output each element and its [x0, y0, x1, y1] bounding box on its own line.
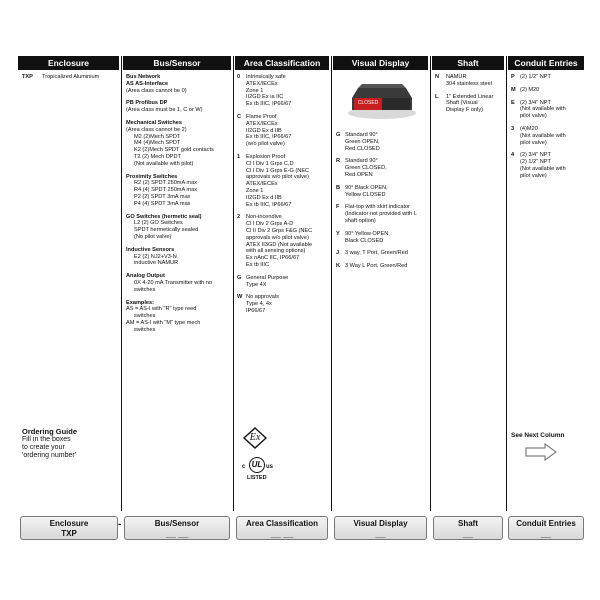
option-line: Shaft (Visual [446, 100, 478, 107]
option-line: 3 way, T Port, Green/Red [345, 250, 408, 257]
option-line: 1" Extended Linear [446, 93, 494, 100]
visual-option [336, 263, 430, 270]
area-option [237, 114, 331, 148]
option-code: F [336, 204, 340, 211]
bus-line: SPDT hermetically sealed [134, 227, 199, 234]
option-code: E [511, 99, 515, 106]
option-line: Zone 1 [246, 187, 264, 194]
area-option [237, 275, 331, 289]
option-line: Flat-top with skirt indicator [345, 204, 410, 211]
bus-line: (Not available with pilot) [134, 160, 194, 167]
option-code: P [511, 74, 515, 80]
option-line: Ex tb IIIC, IP66/67 [246, 101, 292, 108]
see-next-column-label: See Next Column [511, 432, 565, 439]
bus-group-title: Proximity Switches [126, 173, 178, 180]
option-line: No approvals [246, 294, 279, 301]
option-line: (Not available with [520, 106, 566, 113]
option-line: General Purpose [246, 274, 289, 281]
header-conduit-entries: Conduit Entries [508, 56, 584, 70]
option-line: Ex tb IIIC, IP66/67 [246, 134, 292, 141]
bus-line: (Area class must be 1, C or W) [126, 107, 203, 114]
visual-option [336, 204, 430, 224]
bus-line: (Area class cannot be 0) [126, 87, 187, 94]
option-line: Green OPEN, [345, 138, 380, 145]
option-line: (2) 1/2" NPT [520, 74, 551, 80]
bus-group-title: Analog Output [126, 273, 165, 280]
bus-line: L2 (2) GO Switches [134, 220, 183, 227]
option-line: Zone 1 [246, 87, 264, 94]
option-line: Intrinsically safe [246, 74, 286, 80]
shaft-box-label: Shaft [458, 519, 478, 528]
column-divider [430, 56, 431, 511]
bus-line: PB Profibus DP [126, 100, 168, 107]
option-line: Standard 90° [345, 132, 378, 138]
bus-line: P2 (2) SPDT 3mA max [134, 193, 191, 200]
bus-line: R4 (4) SPDT 250mA max [134, 187, 198, 194]
visual-display-box[interactable] [334, 516, 427, 540]
bus-group-title: GO Switches (hermetic seal) [126, 213, 202, 220]
option-line: (Indicator not provided with L [345, 211, 417, 218]
option-line: 3 Way L Port, Green/Red [345, 263, 408, 270]
option-code: Y [336, 230, 340, 237]
bus-line: M4 (4)Mech SPDT [134, 140, 181, 147]
option-line: II2GD Ex d IIB [246, 194, 282, 201]
visual-option [336, 158, 430, 178]
option-line: with all sensing options) [246, 248, 306, 255]
text-label: c [242, 464, 246, 470]
option-line: ATEX/IECEx [246, 120, 278, 127]
bus-line: inductive NAMUR [134, 260, 179, 267]
option-line: approvals w/o pilot valve) [246, 174, 309, 181]
option-line: Flame Proof [246, 113, 277, 120]
enclosure-code: TXP [22, 74, 33, 80]
bus-group-title: Mechanical Switches [126, 119, 182, 126]
bus-line: (No pilot valve) [134, 233, 172, 240]
option-line: Non-incendive [246, 214, 282, 221]
option-line: Display F only) [446, 107, 483, 114]
conduit-option [511, 152, 586, 179]
area-classification-box-label: Area Classification [245, 519, 319, 528]
enclosure-text: Tropicalized Aluminium [42, 74, 100, 80]
ul-listed-icon [242, 456, 274, 484]
enclosure-column [22, 74, 120, 81]
option-line: Red OPEN [345, 171, 373, 178]
option-line: (2) M20 [520, 86, 540, 93]
area-option [237, 294, 331, 314]
shaft-option [435, 74, 505, 88]
enclosure-box-value: TXP [61, 529, 77, 538]
option-code: J [336, 250, 340, 257]
option-line: Type 4X [246, 281, 267, 288]
ordering-guide-line: Fill in the boxes [22, 436, 71, 443]
bus-group-title: Examples: [126, 299, 154, 306]
ordering-guide-line: to create your [22, 444, 65, 451]
header-area-classification: Area Classification [235, 56, 329, 70]
visual-option [336, 231, 430, 245]
bus-group [126, 273, 230, 293]
atex-ex-label: Ex [249, 432, 261, 443]
option-line: Red CLOSED [345, 145, 380, 152]
option-code: W [237, 294, 243, 301]
ordering-guide-line: 'ordering number' [22, 452, 77, 459]
enclosure-box[interactable] [20, 516, 118, 540]
option-line: 90° Black OPEN, [345, 184, 388, 191]
option-code: B [336, 184, 341, 191]
option-line: shaft option) [345, 217, 376, 224]
bus-line: switches [134, 313, 156, 320]
option-line: Yellow CLOSED [345, 191, 386, 198]
bus-group [126, 74, 230, 94]
area-option [237, 154, 331, 208]
option-line: pilot valve) [520, 139, 547, 146]
column-divider [506, 56, 507, 511]
bus-group-title: Bus Network [126, 74, 161, 80]
option-line: (2) 3/4" NPT [520, 99, 551, 106]
bus-line: AM = AS-I with "M" type mech [126, 319, 201, 326]
header-bus-sensor: Bus/Sensor [123, 56, 231, 70]
bus-group [126, 120, 230, 168]
option-line: NAMUR [446, 74, 467, 80]
option-line: IP66/67 [246, 307, 266, 314]
bus-line: AS AS-Interface [126, 80, 169, 87]
option-line: Black CLOSED [345, 237, 384, 244]
option-line: pilot valve) [520, 113, 547, 120]
option-line: ATEX/IECEx [246, 80, 278, 87]
column-divider [121, 56, 122, 511]
atex-ex-icon [243, 427, 267, 449]
option-code: G [237, 274, 242, 281]
option-line: ATEX II3GD (Not available [246, 241, 313, 248]
area-option [237, 214, 331, 268]
option-line: Ex tb IIIC [246, 261, 270, 268]
option-code: L [435, 93, 439, 100]
visual-display-column [336, 132, 430, 276]
option-line: 90° Yellow OPEN, [345, 230, 390, 237]
text-label: UL [249, 457, 265, 473]
visual-option [336, 132, 430, 152]
visual-display-product-image [346, 80, 418, 120]
bus-sensor-box-blank: __ __ [165, 529, 189, 539]
header-visual-display: Visual Display [333, 56, 428, 70]
conduit-option [511, 100, 586, 120]
bus-line: T2 (2) Mech DPDT [134, 153, 181, 160]
conduit-entries-box-label: Conduit Entries [516, 519, 576, 528]
option-line: II2GD Ex d IIB [246, 127, 282, 134]
bus-line: R2 (2) SPDT 250mA max [134, 180, 198, 187]
option-line: ATEX/IECEx [246, 181, 278, 188]
shaft-box-blank: __ [462, 529, 473, 539]
enclosure-box-label: Enclosure [49, 519, 89, 528]
area-classification-column [237, 74, 331, 321]
option-line: 304 stainless steel [446, 80, 493, 87]
shaft-option [435, 94, 505, 114]
option-code: R [336, 158, 341, 165]
bus-line: P4 (4) SPDT 3mA max [134, 200, 191, 207]
option-code: 0 [237, 74, 241, 80]
column-divider [233, 56, 234, 511]
option-code: K [336, 263, 341, 270]
visual-option [336, 185, 430, 199]
bus-line: switches [134, 326, 156, 333]
bus-line: switches [134, 286, 156, 293]
bus-line: K2 (2)Mech SPDT gold contacts [134, 147, 214, 154]
conduit-entries-column [511, 74, 586, 186]
bus-sensor-column [126, 74, 230, 340]
shaft-column [435, 74, 505, 120]
enclosure-option [22, 74, 120, 81]
option-code: C [237, 113, 242, 120]
ordering-guide-title: Ordering Guide [22, 427, 78, 436]
shaft-box[interactable] [433, 516, 503, 540]
bus-line: E2 (2) NJ2+V3-N [134, 253, 177, 260]
visual-option [336, 250, 430, 257]
option-line: pilot valve) [520, 172, 547, 179]
visual-display-box-blank: __ [375, 529, 386, 539]
option-code: 2 [237, 214, 241, 221]
option-line: Cl I Div 1 Grps E-G (NEC [246, 167, 310, 174]
option-line: (4)M20 [520, 125, 538, 132]
option-line: Green CLOSED, [345, 165, 387, 172]
column-divider [331, 56, 332, 511]
option-code: G [336, 132, 341, 138]
option-line: (2) 3/4" NPT [520, 152, 551, 159]
option-line: II2GD Ex ia IIC [246, 94, 284, 101]
option-line: Cl I Div 2 Grps A-D [246, 221, 294, 228]
bus-line: 0X 4-20 mA Transmitter with no [134, 279, 213, 286]
option-line: (2) 1/2" NPT [520, 159, 551, 166]
bus-sensor-box-label: Bus/Sensor [154, 519, 200, 528]
header-enclosure: Enclosure [18, 56, 119, 70]
conduit-option [511, 87, 586, 94]
option-line: Explosion Proof [246, 153, 286, 160]
option-line: (Not available with [520, 165, 566, 172]
option-line: Ex tb IIIC, IP66/67 [246, 201, 292, 208]
option-code: 3 [511, 125, 515, 132]
option-line: Type 4, 4x [246, 301, 272, 308]
option-line: Cl I Div 1 Grps C,D [246, 160, 294, 167]
bus-group [126, 214, 230, 241]
option-line: (w/o pilot valve) [246, 141, 285, 148]
area-classification-box[interactable] [236, 516, 328, 540]
conduit-option [511, 126, 586, 146]
bus-line: (Area class cannot be 2) [126, 126, 187, 133]
header-shaft: Shaft [432, 56, 504, 70]
text-label: LISTED [247, 475, 267, 481]
bus-group [126, 300, 230, 334]
option-line: (Not available with [520, 132, 566, 139]
bus-group-title: Inductive Sensors [126, 246, 175, 253]
bus-line: M2 (2)Mech SPDT [134, 133, 181, 140]
visual-display-box-label: Visual Display [353, 519, 408, 528]
option-code: M [511, 86, 516, 93]
option-line: approvals w/o pilot valve) [246, 234, 309, 241]
bus-group [126, 247, 230, 267]
text-label: us [266, 464, 274, 470]
option-code: N [435, 74, 440, 80]
bus-group [126, 100, 230, 114]
bus-group [126, 174, 230, 208]
closed-indicator-label: CLOSED [357, 100, 379, 106]
bus-line: AS = AS-I with "R" type reed [126, 306, 197, 313]
arrow-right-icon [525, 443, 557, 466]
option-line: Standard 90° [345, 158, 378, 165]
conduit-option [511, 74, 586, 81]
area-classification-box-blank: __ __ [270, 529, 294, 539]
conduit-entries-box[interactable] [508, 516, 584, 540]
box-separator: - [118, 519, 122, 530]
option-line: Ex nAnC IIC, IP66/67 [246, 255, 300, 262]
area-option [237, 74, 331, 108]
bus-sensor-box[interactable] [124, 516, 230, 540]
option-code: 4 [511, 152, 515, 159]
option-line: Cl II Div 2 Grps F&G (NEC [246, 227, 313, 234]
ordering-guide [22, 428, 120, 460]
option-code: 1 [237, 153, 241, 160]
conduit-entries-box-blank: __ [540, 529, 551, 539]
